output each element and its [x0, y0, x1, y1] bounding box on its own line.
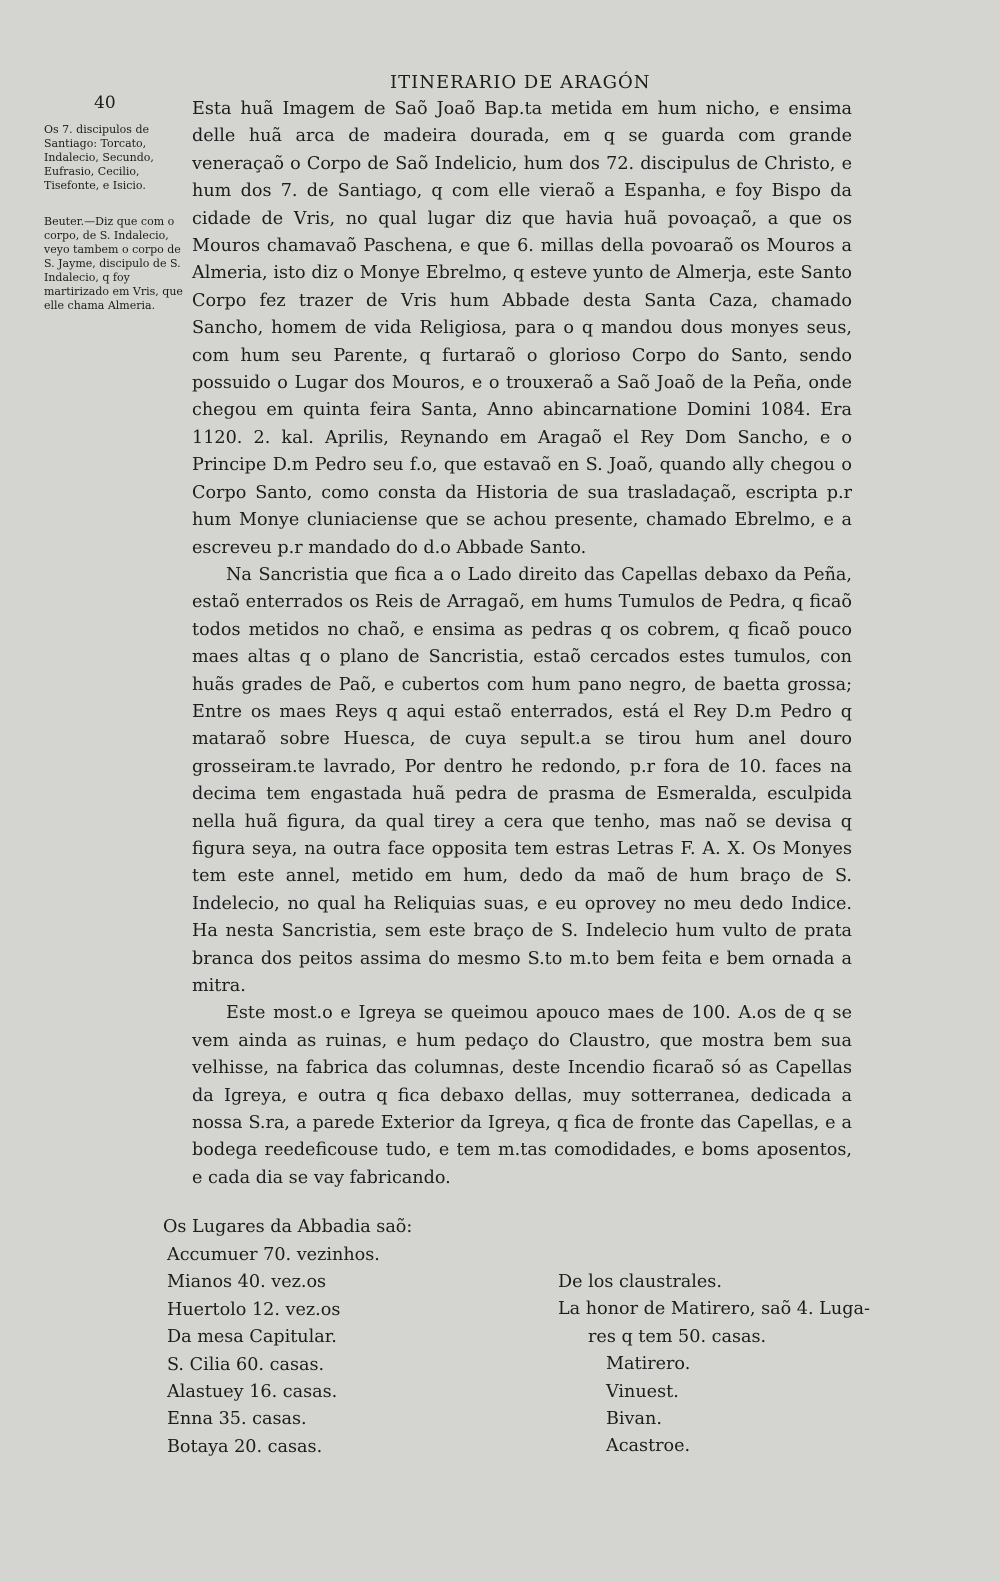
list-item: Huertolo 12. vez.os	[167, 1299, 341, 1320]
list-item: Da mesa Capitular.	[167, 1327, 337, 1348]
list-item: Bivan.	[606, 1409, 662, 1430]
main-text	[192, 96, 852, 1192]
list-item: Acastroe.	[606, 1436, 691, 1457]
margin-note: Beuter.—Diz que com o corpo, de S. Indalecio, veyo tambem o corpo de S. Jayme, discipulo de S. Indalecio, q foy martirizado em Vris, que elle chama Almeria.	[44, 215, 183, 312]
list-item: Enna 35. casas.	[167, 1409, 307, 1430]
list-item: La honor de Matirero, saõ 4. Luga-	[558, 1299, 870, 1320]
list-item: Botaya 20. casas.	[167, 1436, 323, 1457]
lugares-left-column	[167, 1242, 527, 1461]
lugares-right-column	[558, 1269, 938, 1461]
list-item: Alastuey 16. casas.	[167, 1382, 338, 1403]
list-item: Accumuer 70. vezinhos.	[167, 1245, 380, 1265]
list-item: Vinuest.	[606, 1381, 679, 1402]
running-title: ITINERARIO DE ARAGÓN	[390, 72, 651, 93]
paragraph: Este most.o e Igreya se queimou apouco maes de 100. A.os de q se vem ainda as ruinas, e hum pedaço do Claustro, que mostra bem sua velhisse, na fabrica das columnas, deste Incendio ficaraõ só as Capellas da Igreya, e outra q fica debaxo dellas, muy sotterranea, dedicada a nossa S.ra, a parede Exterior da Igreya, q fica de fronte das Capellas, e a bodega reedeficouse tudo, e tem m.tas comodidades, e boms aposentos, e cada dia se vay fabricando.	[192, 1003, 852, 1188]
lugares-heading: Os Lugares da Abbadia saõ:	[163, 1217, 413, 1237]
list-item: Matirero.	[606, 1354, 691, 1375]
list-item: De los claustrales.	[558, 1272, 722, 1292]
margin-note: Os 7. discipulos de Santiago: Torcato, Indalecio, Secundo, Eufrasio, Cecilio, Tisefonte, e Isicio.	[44, 123, 154, 192]
list-item: res q tem 50. casas.	[588, 1326, 767, 1347]
list-item: S. Cilia 60. casas.	[167, 1354, 325, 1375]
margin-notes	[44, 123, 190, 335]
paragraph: Na Sancristia que fica a o Lado direito das Capellas debaxo da Peña, estaõ enterrados os Reis de Arragaõ, em hums Tumulos de Pedra, q ficaõ todos metidos no chaõ, e ensima as pedras q os cobrem, q ficaõ pouco maes altas q o plano de Sancristia, estaõ cercados estes tumulos, con huãs grades de Paõ, e cubertos com hum pano negro, de baetta grossa; Entre os maes Reys q aqui estaõ enterrados, está el Rey D.m Pedro q mataraõ sobre Huesca, de cuya sepult.a se tirou hum anel douro grosseiram.te lavrado, Por dentro he redondo, p.r fora de 10. faces na decima tem engastada huã pedra de prasma de Esmeralda, esculpida nella huã figura, da qual tirey a cera que tenho, mas naõ se devisa q figura seya, na outra face opposita tem estras Letras F. A. X. Os Monyes tem este annel, metido em hum, dedo da maõ de hum braço de S. Indelecio, no qual ha Reliquias suas, e eu oprovey no meu dedo Indice. Ha nesta Sancristia, sem este braço de S. Indelecio hum vulto de prata branca dos peitos assima do mesmo S.to m.to bem feita e bem ornada a mitra.	[192, 564, 852, 996]
list-item: Mianos 40. vez.os	[167, 1272, 327, 1293]
page-number: 40	[94, 93, 116, 113]
paragraph: Esta huã Imagem de Saõ Joaõ Bap.ta metida em hum nicho, e ensima delle huã arca de madeira dourada, em q se guarda com grande veneraçaõ o Corpo de Saõ Indelicio, hum dos 72. discipulus de Christo, e hum dos 7. de Santiago, q com elle vieraõ a Espanha, e foy Bispo da cidade de Vris, no qual lugar diz que havia huã povoaçaõ, a que os Mouros chamavaõ Paschena, e que 6. millas della povoaraõ os Mouros a Almeria, isto diz o Monye Ebrelmo, q esteve yunto de Almerja, este Santo Corpo fez trazer de Vris hum Abbade desta Santa Caza, chamado Sancho, homem de vida Religiosa, para o q mandou dous monyes seus, com hum seu Parente, q furtaraõ o glorioso Corpo do Santo, sendo possuido o Lugar dos Mouros, e o trouxeraõ a Saõ Joaõ de la Peña, onde chegou em quinta feira Santa, Anno abincarnatione Domini 1084. Era 1120. 2. kal. Aprilis, Reynando em Aragaõ el Rey Dom Sancho, e o Principe D.m Pedro seu f.o, que estavaõ en S. Joaõ, quando ally chegou o Corpo Santo, como consta da Historia de sua trasladaçaõ, escripta p.r hum Monye cluniaciense que se achou presente, chamado Ebrelmo, e a escreveu p.r mandado do d.o Abbade Santo.	[192, 99, 852, 558]
